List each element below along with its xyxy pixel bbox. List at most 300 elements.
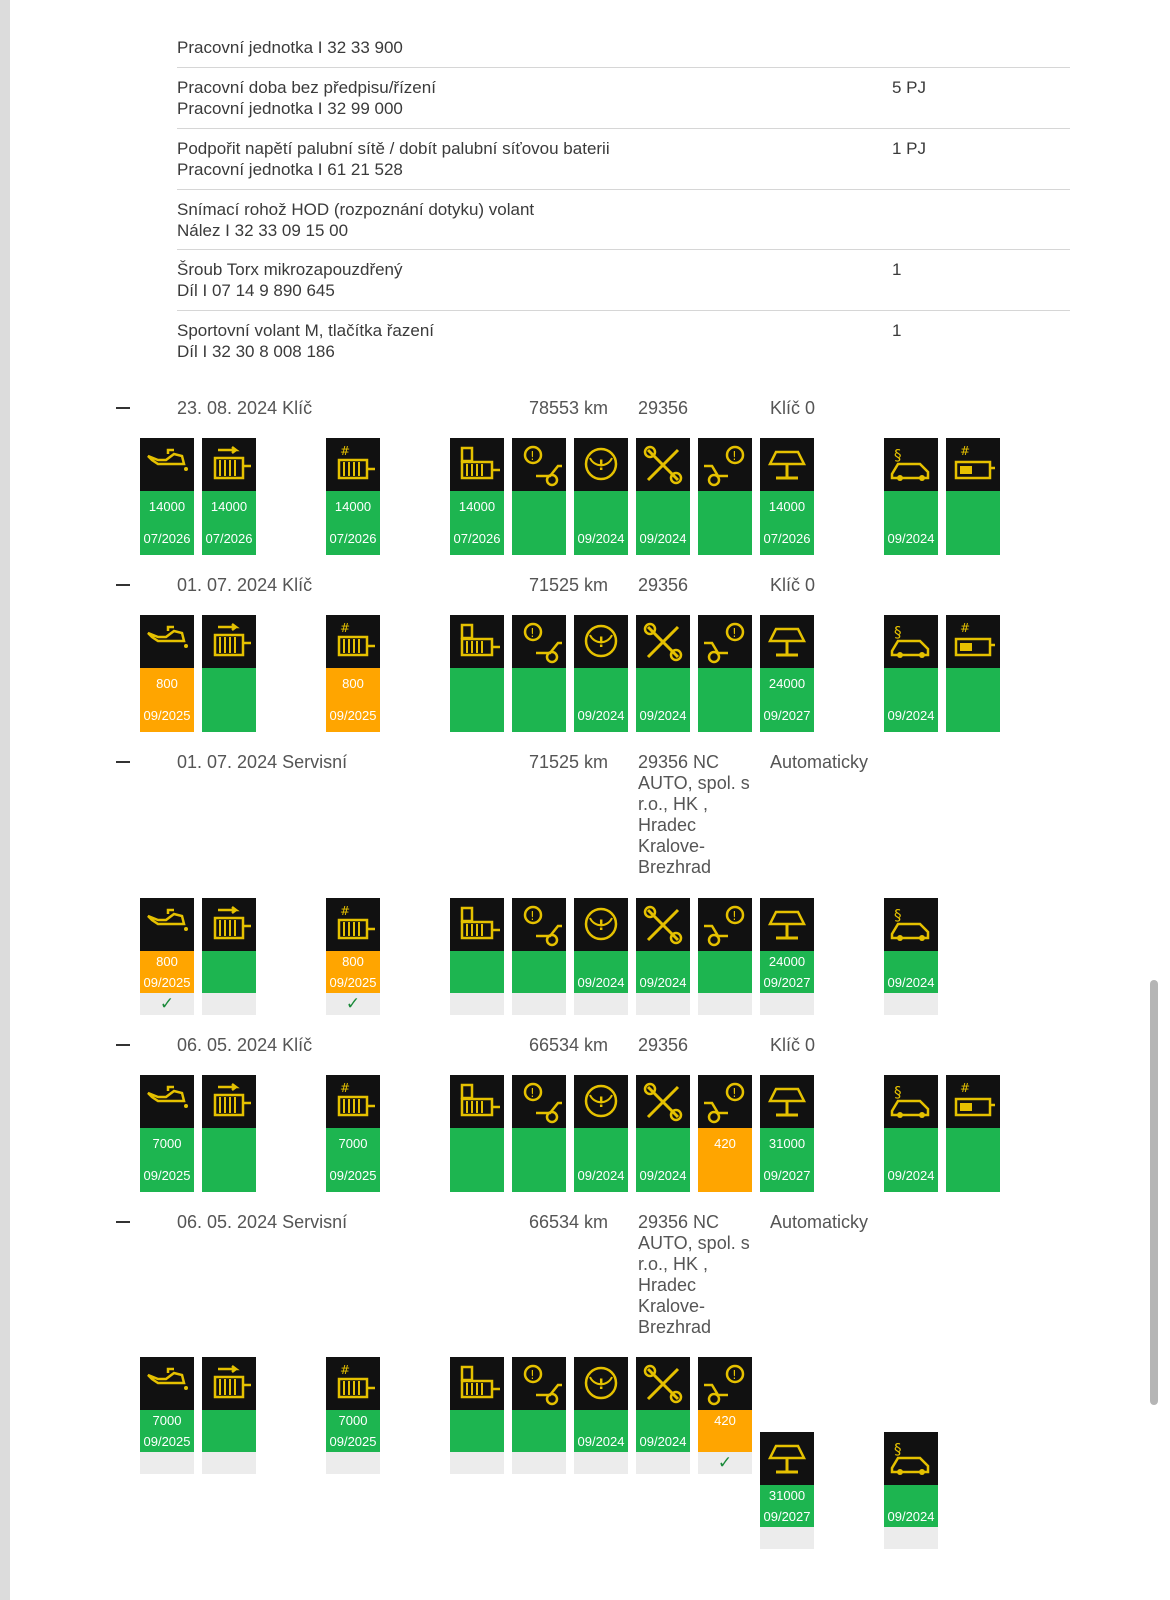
front-brakes-icon bbox=[512, 615, 566, 668]
legal-inspection-icon bbox=[884, 1432, 938, 1485]
empty-status-cell bbox=[450, 1452, 504, 1474]
remaining-km: 800 bbox=[156, 676, 178, 691]
due-date: 09/2027 bbox=[763, 1509, 811, 1524]
remaining-km: 24000 bbox=[768, 954, 806, 969]
service-card-lift bbox=[760, 1075, 814, 1192]
due-date: 09/2025 bbox=[143, 975, 191, 990]
event-dealer: 29356 bbox=[638, 1035, 689, 1055]
scrollbar-thumb[interactable] bbox=[1150, 980, 1158, 1405]
status-green bbox=[512, 951, 566, 993]
service-card-fuel bbox=[450, 1075, 504, 1192]
microfilter-icon bbox=[326, 438, 380, 491]
svg-text:#: # bbox=[340, 1081, 351, 1095]
due-date: 07/2026 bbox=[763, 531, 811, 546]
event-dealer: 29356 bbox=[638, 575, 689, 595]
empty-status-cell bbox=[202, 993, 256, 1015]
status-green bbox=[202, 491, 256, 555]
event-date-type bbox=[177, 398, 312, 419]
svg-text:§: § bbox=[894, 623, 902, 641]
status-green bbox=[202, 668, 256, 732]
brake-fluid-icon bbox=[574, 1075, 628, 1128]
status-green bbox=[884, 951, 938, 993]
event-date-type bbox=[177, 1212, 347, 1233]
status-green bbox=[450, 491, 504, 555]
due-date: 09/2024 bbox=[887, 1168, 935, 1183]
due-date: 09/2025 bbox=[329, 1168, 377, 1183]
remaining-km: 14000 bbox=[458, 499, 496, 514]
service-card-fuel bbox=[450, 1357, 504, 1474]
svg-text:#: # bbox=[340, 621, 351, 635]
legal-inspection-icon bbox=[884, 1075, 938, 1128]
svg-text:§: § bbox=[894, 446, 902, 464]
item-description: Sportovní volant M, tlačítka řazení bbox=[177, 321, 435, 340]
service-card-micro bbox=[326, 615, 380, 732]
item-quantity: 1 bbox=[892, 260, 902, 279]
remaining-km: 7000 bbox=[152, 1136, 182, 1151]
status-green bbox=[698, 491, 752, 555]
event-mileage: 66534 km bbox=[529, 1212, 609, 1232]
status-green bbox=[636, 668, 690, 732]
vehicle-check-icon bbox=[636, 615, 690, 668]
status-green bbox=[450, 951, 504, 993]
service-card-battery bbox=[946, 438, 1000, 555]
svg-text:!: ! bbox=[598, 918, 605, 934]
engine-oil-icon bbox=[140, 1357, 194, 1410]
front-brakes-icon bbox=[512, 1357, 566, 1410]
fuel-filter-icon bbox=[450, 1357, 504, 1410]
status-green bbox=[884, 1128, 938, 1192]
collapse-toggle[interactable] bbox=[116, 584, 130, 586]
status-green bbox=[760, 1485, 814, 1527]
status-green bbox=[760, 491, 814, 555]
service-card-battery bbox=[946, 615, 1000, 732]
item-quantity: 1 bbox=[892, 321, 902, 340]
status-green bbox=[698, 668, 752, 732]
event-mileage: 66534 km bbox=[529, 1035, 609, 1055]
engine-oil-icon bbox=[140, 615, 194, 668]
svg-text:!: ! bbox=[530, 1086, 535, 1100]
service-card-brakerear bbox=[698, 438, 752, 555]
status-green bbox=[450, 1410, 504, 1452]
svg-text:!: ! bbox=[530, 449, 535, 463]
service-card-filter bbox=[202, 615, 256, 732]
due-date: 09/2024 bbox=[639, 531, 687, 546]
vehicle-check-icon bbox=[636, 1357, 690, 1410]
svg-text:§: § bbox=[894, 906, 902, 924]
event-date: 06. 05. 2024 bbox=[177, 1035, 278, 1055]
service-card-lift bbox=[760, 1432, 814, 1549]
svg-text:!: ! bbox=[598, 1095, 605, 1111]
divider bbox=[177, 189, 1070, 190]
status-green bbox=[512, 491, 566, 555]
due-date: 07/2026 bbox=[143, 531, 191, 546]
status-orange bbox=[326, 951, 380, 993]
service-card-fuel bbox=[450, 438, 504, 555]
due-date: 09/2027 bbox=[763, 1168, 811, 1183]
service-card-lift bbox=[760, 438, 814, 555]
status-green bbox=[140, 1410, 194, 1452]
due-date: 09/2025 bbox=[329, 708, 377, 723]
due-date: 09/2024 bbox=[887, 708, 935, 723]
due-date: 09/2024 bbox=[577, 975, 625, 990]
vehicle-inspection-icon bbox=[760, 1432, 814, 1485]
event-type: Servisní bbox=[282, 752, 348, 772]
event-dealer: 29356 NC AUTO, spol. s r.o., HK , Hradec Kralove-Brezhrad bbox=[638, 1212, 750, 1337]
service-card-legal bbox=[884, 615, 938, 732]
remaining-km: 14000 bbox=[768, 499, 806, 514]
service-card-filter bbox=[202, 1357, 256, 1474]
scrollbar[interactable] bbox=[1148, 0, 1160, 1600]
empty-status-cell bbox=[202, 1452, 256, 1474]
svg-text:!: ! bbox=[732, 1086, 737, 1100]
svg-text:#: # bbox=[960, 444, 971, 458]
engine-oil-icon bbox=[140, 898, 194, 951]
due-date: 09/2025 bbox=[143, 1168, 191, 1183]
service-card-filter bbox=[202, 438, 256, 555]
status-green bbox=[760, 1128, 814, 1192]
status-green bbox=[202, 1128, 256, 1192]
event-mileage: 71525 km bbox=[529, 575, 609, 595]
service-card-oil bbox=[140, 438, 194, 555]
service-card-service bbox=[636, 1357, 690, 1474]
service-card-brakerear bbox=[698, 1075, 752, 1192]
svg-text:!: ! bbox=[732, 1368, 737, 1382]
service-card-micro bbox=[326, 438, 380, 555]
remaining-km: 7000 bbox=[338, 1136, 368, 1151]
item-description: Podpořit napětí palubní sítě / dobít palubní síťovou baterii bbox=[177, 139, 610, 158]
svg-text:#: # bbox=[340, 1363, 351, 1377]
event-date: 23. 08. 2024 bbox=[177, 398, 278, 418]
svg-text:#: # bbox=[340, 444, 351, 458]
svg-text:!: ! bbox=[530, 626, 535, 640]
status-green bbox=[946, 1128, 1000, 1192]
brake-fluid-icon bbox=[574, 898, 628, 951]
status-orange bbox=[698, 1128, 752, 1192]
remaining-km: 14000 bbox=[148, 499, 186, 514]
empty-status-cell bbox=[760, 993, 814, 1015]
event-type: Klíč bbox=[282, 1035, 313, 1055]
vehicle-inspection-icon bbox=[760, 438, 814, 491]
due-date: 09/2024 bbox=[577, 531, 625, 546]
due-date: 09/2025 bbox=[329, 975, 377, 990]
rear-brakes-icon bbox=[698, 438, 752, 491]
empty-status-cell bbox=[574, 1452, 628, 1474]
line-item bbox=[177, 320, 1070, 362]
svg-text:!: ! bbox=[530, 909, 535, 923]
front-brakes-icon bbox=[512, 438, 566, 491]
status-green bbox=[760, 951, 814, 993]
item-description: Snímací rohož HOD (rozpoznání dotyku) volant bbox=[177, 200, 535, 219]
service-card-brakerear bbox=[698, 1357, 752, 1474]
service-card-brakefront bbox=[512, 438, 566, 555]
service-card-legal bbox=[884, 898, 938, 1015]
check-icon: ✓ bbox=[698, 1452, 752, 1474]
check-icon: ✓ bbox=[326, 993, 380, 1015]
status-green bbox=[946, 491, 1000, 555]
svg-text:!: ! bbox=[598, 458, 605, 474]
engine-oil-icon bbox=[140, 438, 194, 491]
status-orange bbox=[326, 668, 380, 732]
event-source: Klíč 0 bbox=[770, 575, 816, 595]
divider bbox=[177, 67, 1070, 68]
event-source: Klíč 0 bbox=[770, 398, 816, 418]
collapse-toggle[interactable] bbox=[116, 407, 130, 409]
svg-text:!: ! bbox=[530, 1368, 535, 1382]
svg-text:§: § bbox=[894, 1440, 902, 1458]
status-green bbox=[326, 1410, 380, 1452]
empty-status-cell bbox=[884, 993, 938, 1015]
svg-text:#: # bbox=[960, 621, 971, 635]
service-card-service bbox=[636, 615, 690, 732]
status-green bbox=[574, 951, 628, 993]
particulate-filter-icon bbox=[202, 898, 256, 951]
due-date: 09/2024 bbox=[577, 1168, 625, 1183]
status-green bbox=[636, 1128, 690, 1192]
svg-text:!: ! bbox=[598, 1377, 605, 1393]
service-card-oil bbox=[140, 898, 194, 1015]
service-card-brakerear bbox=[698, 898, 752, 1015]
remaining-km: 420 bbox=[714, 1136, 736, 1151]
service-card-legal bbox=[884, 438, 938, 555]
microfilter-icon bbox=[326, 615, 380, 668]
microfilter-icon bbox=[326, 898, 380, 951]
service-card-service bbox=[636, 898, 690, 1015]
engine-oil-icon bbox=[140, 1075, 194, 1128]
event-dealer: 29356 NC AUTO, spol. s r.o., HK , Hradec Kralove-Brezhrad bbox=[638, 752, 750, 877]
due-date: 09/2024 bbox=[887, 1509, 935, 1524]
status-green bbox=[450, 668, 504, 732]
legal-inspection-icon bbox=[884, 438, 938, 491]
remaining-km: 31000 bbox=[768, 1488, 806, 1503]
line-item bbox=[177, 199, 1070, 241]
event-date-type bbox=[177, 1035, 312, 1056]
empty-status-cell bbox=[140, 1452, 194, 1474]
service-card-brakefront bbox=[512, 898, 566, 1015]
status-green bbox=[884, 491, 938, 555]
empty-status-cell bbox=[760, 1527, 814, 1549]
rear-brakes-icon bbox=[698, 1357, 752, 1410]
service-card-micro bbox=[326, 898, 380, 1015]
status-green bbox=[636, 1410, 690, 1452]
event-type: Klíč bbox=[282, 398, 313, 418]
due-date: 09/2025 bbox=[143, 1434, 191, 1449]
svg-text:!: ! bbox=[732, 449, 737, 463]
status-green bbox=[946, 668, 1000, 732]
service-card-battery bbox=[946, 1075, 1000, 1192]
due-date: 09/2024 bbox=[887, 975, 935, 990]
svg-text:!: ! bbox=[732, 626, 737, 640]
battery-icon bbox=[946, 1075, 1000, 1128]
due-date: 07/2026 bbox=[205, 531, 253, 546]
brake-fluid-icon bbox=[574, 1357, 628, 1410]
service-card-legal bbox=[884, 1075, 938, 1192]
item-code: Pracovní jednotka I 32 99 000 bbox=[177, 99, 403, 118]
battery-icon bbox=[946, 615, 1000, 668]
due-date: 09/2024 bbox=[887, 531, 935, 546]
item-description: Pracovní doba bez předpisu/řízení bbox=[177, 78, 436, 97]
service-card-fuel bbox=[450, 615, 504, 732]
remaining-km: 31000 bbox=[768, 1136, 806, 1151]
service-card-brakefront bbox=[512, 615, 566, 732]
service-card-brakerear bbox=[698, 615, 752, 732]
event-source: Automaticky bbox=[770, 1212, 869, 1232]
item-code: Díl I 07 14 9 890 645 bbox=[177, 281, 335, 300]
remaining-km: 7000 bbox=[152, 1413, 182, 1428]
microfilter-icon bbox=[326, 1357, 380, 1410]
due-date: 09/2024 bbox=[577, 708, 625, 723]
due-date: 09/2024 bbox=[639, 708, 687, 723]
event-date-type bbox=[177, 752, 347, 773]
svg-text:!: ! bbox=[732, 909, 737, 923]
brake-fluid-icon bbox=[574, 615, 628, 668]
rear-brakes-icon bbox=[698, 898, 752, 951]
svg-text:!: ! bbox=[598, 635, 605, 651]
service-card-filter bbox=[202, 898, 256, 1015]
line-item bbox=[177, 259, 1070, 301]
rear-brakes-icon bbox=[698, 615, 752, 668]
event-dealer: 29356 bbox=[638, 398, 689, 418]
event-date: 01. 07. 2024 bbox=[177, 752, 278, 772]
collapse-toggle[interactable] bbox=[116, 1044, 130, 1046]
status-green bbox=[636, 491, 690, 555]
service-card-brakefront bbox=[512, 1075, 566, 1192]
empty-status-cell bbox=[884, 1527, 938, 1549]
service-card-brakefluid bbox=[574, 615, 628, 732]
divider bbox=[177, 249, 1070, 250]
particulate-filter-icon bbox=[202, 1357, 256, 1410]
status-green bbox=[574, 1410, 628, 1452]
service-card-service bbox=[636, 438, 690, 555]
due-date: 09/2025 bbox=[329, 1434, 377, 1449]
service-card-micro bbox=[326, 1357, 380, 1474]
empty-status-cell bbox=[636, 993, 690, 1015]
service-card-brakefluid bbox=[574, 438, 628, 555]
due-date: 09/2024 bbox=[639, 1168, 687, 1183]
service-card-service bbox=[636, 1075, 690, 1192]
fuel-filter-icon bbox=[450, 438, 504, 491]
remaining-km: 24000 bbox=[768, 676, 806, 691]
collapse-toggle[interactable] bbox=[116, 1221, 130, 1223]
status-green bbox=[512, 1128, 566, 1192]
item-quantity: 1 PJ bbox=[892, 139, 927, 158]
status-green bbox=[574, 491, 628, 555]
item-code: Pracovní jednotka I 61 21 528 bbox=[177, 160, 403, 179]
divider bbox=[177, 310, 1070, 311]
divider bbox=[177, 128, 1070, 129]
particulate-filter-icon bbox=[202, 615, 256, 668]
service-card-oil bbox=[140, 615, 194, 732]
due-date: 09/2024 bbox=[639, 975, 687, 990]
due-date: 09/2027 bbox=[763, 708, 811, 723]
microfilter-icon bbox=[326, 1075, 380, 1128]
service-card-filter bbox=[202, 1075, 256, 1192]
event-mileage: 71525 km bbox=[529, 752, 609, 772]
status-green bbox=[326, 491, 380, 555]
empty-status-cell bbox=[574, 993, 628, 1015]
event-date-type bbox=[177, 575, 312, 596]
service-card-fuel bbox=[450, 898, 504, 1015]
battery-icon bbox=[946, 438, 1000, 491]
vehicle-inspection-icon bbox=[760, 898, 814, 951]
remaining-km: 14000 bbox=[334, 499, 372, 514]
fuel-filter-icon bbox=[450, 615, 504, 668]
line-item bbox=[177, 37, 1070, 58]
event-source: Klíč 0 bbox=[770, 1035, 816, 1055]
fuel-filter-icon bbox=[450, 898, 504, 951]
event-date: 06. 05. 2024 bbox=[177, 1212, 278, 1232]
legal-inspection-icon bbox=[884, 615, 938, 668]
service-card-legal bbox=[884, 1432, 938, 1549]
due-date: 09/2027 bbox=[763, 975, 811, 990]
status-green bbox=[202, 951, 256, 993]
vehicle-inspection-icon bbox=[760, 1075, 814, 1128]
svg-text:§: § bbox=[894, 1083, 902, 1101]
status-green bbox=[202, 1410, 256, 1452]
empty-status-cell bbox=[636, 1452, 690, 1474]
due-date: 07/2026 bbox=[329, 531, 377, 546]
empty-status-cell bbox=[698, 993, 752, 1015]
vehicle-check-icon bbox=[636, 898, 690, 951]
rear-brakes-icon bbox=[698, 1075, 752, 1128]
particulate-filter-icon bbox=[202, 1075, 256, 1128]
line-item bbox=[177, 138, 1070, 180]
service-card-brakefront bbox=[512, 1357, 566, 1474]
status-green bbox=[574, 1128, 628, 1192]
service-card-lift bbox=[760, 898, 814, 1015]
brake-fluid-icon bbox=[574, 438, 628, 491]
remaining-km: 800 bbox=[342, 954, 364, 969]
service-card-brakefluid bbox=[574, 1075, 628, 1192]
item-description: Šroub Torx mikrozapouzdřený bbox=[177, 260, 403, 279]
empty-status-cell bbox=[512, 993, 566, 1015]
due-date: 09/2024 bbox=[639, 1434, 687, 1449]
status-green bbox=[636, 951, 690, 993]
vehicle-check-icon bbox=[636, 1075, 690, 1128]
remaining-km: 800 bbox=[342, 676, 364, 691]
event-date: 01. 07. 2024 bbox=[177, 575, 278, 595]
remaining-km: 14000 bbox=[210, 499, 248, 514]
status-green bbox=[512, 668, 566, 732]
front-brakes-icon bbox=[512, 898, 566, 951]
svg-text:#: # bbox=[340, 904, 351, 918]
service-card-oil bbox=[140, 1357, 194, 1474]
status-green bbox=[760, 668, 814, 732]
check-icon: ✓ bbox=[140, 993, 194, 1015]
fuel-filter-icon bbox=[450, 1075, 504, 1128]
due-date: 09/2024 bbox=[577, 1434, 625, 1449]
remaining-km: 420 bbox=[714, 1413, 736, 1428]
line-item bbox=[177, 77, 1070, 119]
status-orange bbox=[140, 668, 194, 732]
event-source: Automaticky bbox=[770, 752, 869, 772]
vehicle-check-icon bbox=[636, 438, 690, 491]
status-orange bbox=[698, 1410, 752, 1452]
status-green bbox=[140, 1128, 194, 1192]
collapse-toggle[interactable] bbox=[116, 761, 130, 763]
empty-status-cell bbox=[450, 993, 504, 1015]
status-green bbox=[574, 668, 628, 732]
status-green bbox=[450, 1128, 504, 1192]
item-quantity: 5 PJ bbox=[892, 78, 927, 97]
event-mileage: 78553 km bbox=[529, 398, 609, 418]
service-card-brakefluid bbox=[574, 898, 628, 1015]
event-type: Klíč bbox=[282, 575, 313, 595]
remaining-km: 7000 bbox=[338, 1413, 368, 1428]
due-date: 09/2025 bbox=[143, 708, 191, 723]
empty-status-cell bbox=[326, 1452, 380, 1474]
status-green bbox=[140, 491, 194, 555]
legal-inspection-icon bbox=[884, 898, 938, 951]
